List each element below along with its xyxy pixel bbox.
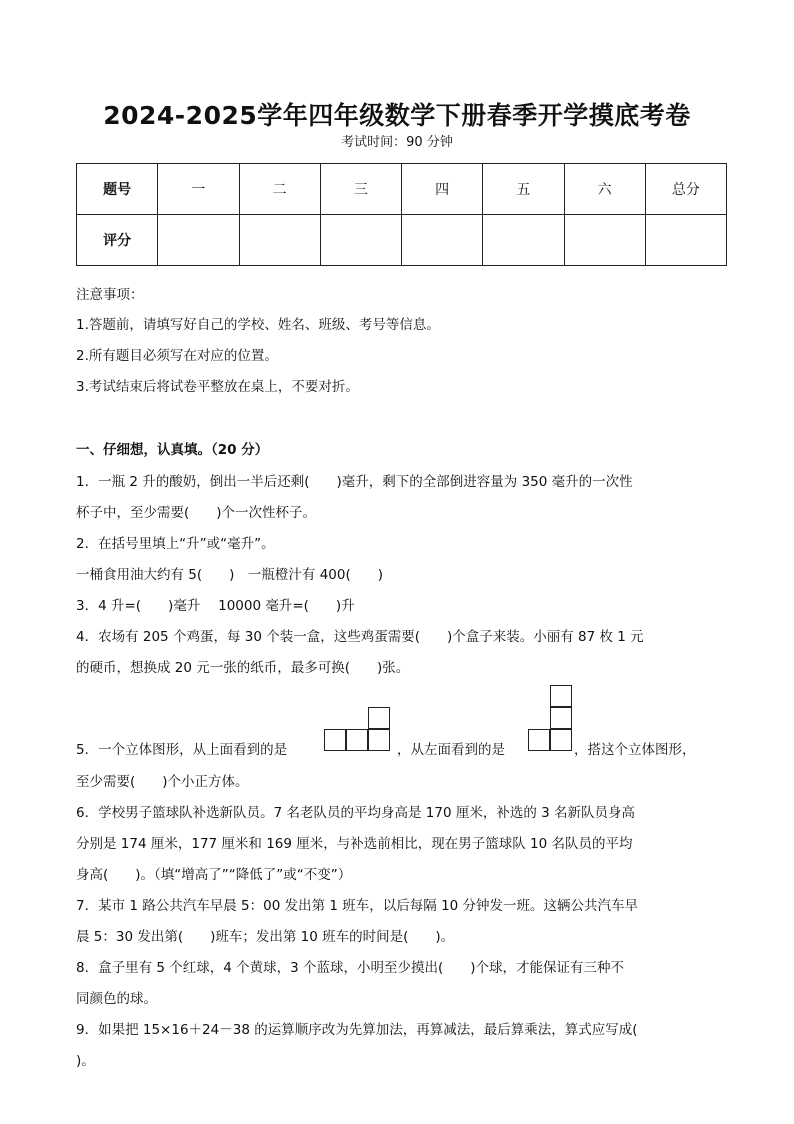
question-line: 8．盒子里有 5 个红球，4 个黄球，3 个蓝球，小明至少摸出( )个球，才能保证有三种不 [76, 960, 625, 976]
table-cell: 一 [158, 164, 239, 215]
exam-duration: 考试时间：90 分钟 [341, 135, 453, 150]
table-cell: 三 [320, 164, 401, 215]
question-line: 一桶食用油大约有 5( ) 一瓶橙汁有 400( ) [76, 567, 384, 583]
question-line: 6．学校男子篮球队补选新队员。7 名老队员的平均身高是 170 厘米，补选的 3 名新队员身高 [76, 805, 635, 821]
cube-square [528, 729, 550, 751]
question-5-text-c: ，搭这个立体图形， [574, 742, 696, 758]
question-5-text-b: ，从左面看到的是 [397, 742, 505, 758]
table-cell: 二 [239, 164, 320, 215]
page-title: 2024-2025学年四年级数学下册春季开学摸底考卷 [103, 101, 691, 130]
table-cell: 五 [483, 164, 564, 215]
table-row [77, 215, 727, 266]
table-cell: 评分 [77, 215, 158, 266]
question-line: 杯子中，至少需要( )个一次性杯子。 [76, 505, 317, 521]
score-field[interactable] [158, 215, 239, 266]
question-line: 9．如果把 15×16＋24－38 的运算顺序改为先算加法，再算减法，最后算乘法，算式应写成( [76, 1022, 638, 1038]
question-line: 至少需要( )个小正方体。 [76, 774, 249, 790]
question-line: 2．在括号里填上“升”或“毫升”。 [76, 536, 275, 552]
section-heading: 一、仔细想，认真填。（20 分） [76, 442, 269, 458]
score-field[interactable] [239, 215, 320, 266]
note-item: 1.答题前，请填写好自己的学校、姓名、班级、考号等信息。 [76, 317, 440, 333]
cube-square [324, 729, 346, 751]
question-line: 4．农场有 205 个鸡蛋，每 30 个装一盒，这些鸡蛋需要( )个盒子来装。小丽有 87 枚 1 元 [76, 629, 644, 645]
question-5-text-a: 5．一个立体图形，从上面看到的是 [76, 742, 288, 758]
table-row [77, 164, 727, 215]
score-field[interactable] [645, 215, 726, 266]
table-cell: 总分 [645, 164, 726, 215]
question-line: 晨 5：30 发出第( )班车；发出第 10 班车的时间是( )。 [76, 929, 455, 945]
table-cell: 四 [402, 164, 483, 215]
table-cell: 题号 [77, 164, 158, 215]
score-field[interactable] [402, 215, 483, 266]
cube-square [346, 729, 368, 751]
cube-square [550, 707, 572, 729]
note-item: 2.所有题目必须写在对应的位置。 [76, 348, 278, 364]
table-cell: 六 [564, 164, 645, 215]
question-line: 1．一瓶 2 升的酸奶，倒出一半后还剩( )毫升，剩下的全部倒进容量为 350 毫升的一次性 [76, 474, 633, 490]
question-line: 同颜色的球。 [76, 991, 157, 1007]
question-line: )。 [76, 1053, 95, 1069]
cube-square [368, 729, 390, 751]
score-field[interactable] [320, 215, 401, 266]
cube-square [550, 685, 572, 707]
question-line: 身高( )。（填“增高了”“降低了”或“不变”） [76, 867, 352, 883]
score-table [76, 163, 727, 266]
question-line: 分别是 174 厘米，177 厘米和 169 厘米，与补选前相比，现在男子篮球队 10 名队员的平均 [76, 836, 633, 852]
question-line: 的硬币，想换成 20 元一张的纸币，最多可换( )张。 [76, 660, 410, 676]
notes-heading: 注意事项： [76, 287, 144, 303]
note-item: 3.考试结束后将试卷平整放在桌上，不要对折。 [76, 379, 359, 395]
question-line: 3．4 升=( )毫升 10000 毫升=( )升 [76, 598, 355, 614]
score-field[interactable] [483, 215, 564, 266]
cube-square [368, 707, 390, 729]
score-field[interactable] [564, 215, 645, 266]
cube-square [550, 729, 572, 751]
question-line: 7．某市 1 路公共汽车早晨 5：00 发出第 1 班车，以后每隔 10 分钟发一班。这辆公共汽车早 [76, 898, 639, 914]
